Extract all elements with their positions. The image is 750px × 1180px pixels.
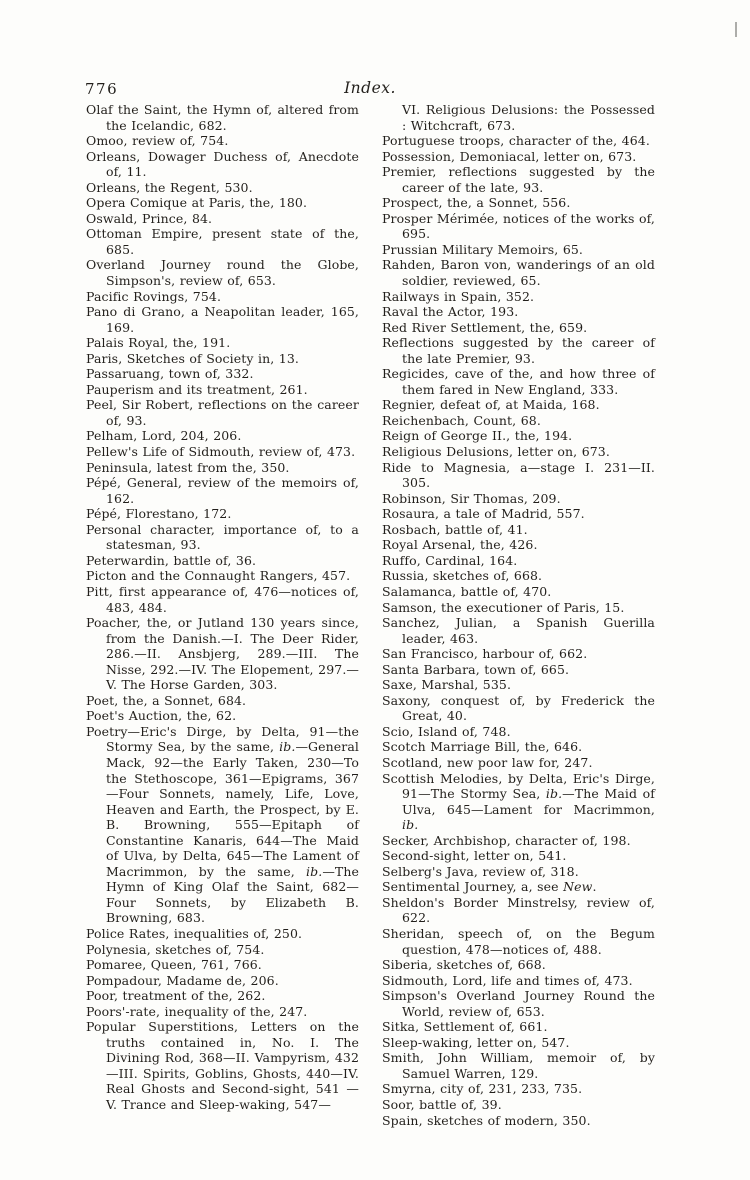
index-entry: Police Rates, inequalities of, 250. [86,925,303,941]
index-entry: Paris, Sketches of Society in, 13. [86,350,299,366]
index-entry: Spain, sketches of modern, 350. [382,1112,591,1128]
index-entry: Ottoman Empire, present state of the, 685. [86,226,359,257]
index-entry: Popular Superstitions, Letters on the truths contained in, No. I. The Divining Rod, 368—II. Vampyrism, 432—III. Spirits, Goblins, Ghosts, 440—IV. Real Ghosts and Second-sight, 541 —V. Trance and Sleep-waking, 547— [86,1019,359,1112]
index-entry: Sheridan, speech of, on the Begum question, 478—notices of, 488. [382,925,655,957]
index-entry: Picton and the Connaught Rangers, 457. [86,568,351,584]
page-number: 776 [85,80,119,98]
index-entry: Robinson, Sir Thomas, 209. [382,490,561,506]
index-entry: Pellew's Life of Sidmouth, review of, 473. [86,444,356,460]
index-entry: Soor, battle of, 39. [382,1097,502,1112]
index-entry: Religious Delusions, letter on, 673. [382,444,610,460]
index-entry: Prospect, the, a Sonnet, 556. [382,195,571,211]
index-entry: San Francisco, harbour of, 662. [382,646,588,662]
index-entry: Peninsula, latest from the, 350. [86,459,290,475]
index-entry: Prosper Mérimée, notices of the works of, 695. [382,210,655,242]
index-entry: Sentimental Journey, a, see New. [382,879,597,895]
index-entry: Sanchez, Julian, a Spanish Guerilla leader, 463. [382,615,655,646]
index-entry: Polynesia, sketches of, 754. [86,941,265,957]
index-entry: Selberg's Java, review of, 318. [382,863,579,879]
index-entry: Possession, Demoniacal, letter on, 673. [382,148,637,164]
index-entry: Royal Arsenal, the, 426. [382,537,538,553]
index-entry: Premier, reflections suggested by the career of the late, 93. [382,164,655,195]
index-entry: Regicides, cave of the, and how three of them fared in New England, 333. [382,366,655,397]
index-entry: Sleep-waking, letter on, 547. [382,1034,570,1050]
page-title: Index. [344,79,396,97]
index-entry: Ride to Magnesia, a—stage I. 231—II. 305. [382,459,655,491]
index-entry: Omoo, review of, 754. [86,133,229,149]
index-entry: Siberia, sketches of, 668. [382,957,546,973]
index-entry: Poors'-rate, inequality of the, 247. [86,1003,308,1019]
scan-artifact-mark [735,22,737,37]
index-entry: Rosbach, battle of, 41. [382,521,528,537]
index-entry: Saxe, Marshal, 535. [382,677,512,693]
index-entry: Poet, the, a Sonnet, 684. [86,692,247,708]
index-entry: Simpson's Overland Journey Round the World, review of, 653. [382,988,655,1019]
index-entry: Poetry—Eric's Dirge, by Delta, 91—the Stormy Sea, by the same, ib.—General Mack, 92—the Early Taken, 230—To the Stethoscope, 361—Epigrams, 367—Four Sonnets, namely, Life, Love, Heaven and Earth, the Prospect, by E. B. Browning, 555—Epitaph of Constantine Kanaris, 644—The Maid of Ulva, by Delta, 645—The Lament of Macrimmon, by the same, ib.—The Hymn of King Olaf the Saint, 682—Four Sonnets, by Elizabeth B. Browning, 683. [86,723,359,926]
index-entry: Peterwardin, battle of, 36. [86,552,257,568]
index-entry: Railways in Spain, 352. [382,288,535,304]
column-right [382,102,655,1128]
index-entry: Scotch Marriage Bill, the, 646. [382,739,583,755]
index-entry: Opera Comique at Paris, the, 180. [86,195,308,211]
index-entry: Reichenbach, Count, 68. [382,412,541,428]
index-entry: Scio, Island of, 748. [382,723,511,739]
index-entry: Raval the Actor, 193. [382,304,519,320]
index-entry: Samson, the executioner of Paris, 15. [382,599,625,615]
index-entry: Poor, treatment of the, 262. [86,988,266,1004]
index-columns [86,102,655,1128]
index-entry: Prussian Military Memoirs, 65. [382,241,584,257]
index-entry: Reign of George II., the, 194. [382,428,573,444]
index-entry: Pelham, Lord, 204, 206. [86,428,242,444]
column-left [86,102,359,1128]
index-entry: Pomaree, Queen, 761, 766. [86,957,262,973]
index-entry: Russia, sketches of, 668. [382,568,543,584]
index-entry: Saxony, conquest of, by Frederick the Great, 40. [382,692,655,724]
index-entry: Scottish Melodies, by Delta, Eric's Dirge, 91—The Stormy Sea, ib.—The Maid of Ulva, 645—Lament for Macrimmon, ib. [382,770,655,833]
index-entry: Sheldon's Border Minstrelsy, review of, 622. [382,894,655,926]
index-entry: Personal character, importance of, to a statesman, 93. [86,521,359,553]
index-entry: Rahden, Baron von, wanderings of an old soldier, reviewed, 65. [382,257,655,289]
index-entry: Orleans, Dowager Duchess of, Anecdote of, 11. [86,148,359,180]
index-entry: Pitt, first appearance of, 476—notices of, 483, 484. [86,583,359,615]
index-entry: Overland Journey round the Globe, Simpson's, review of, 653. [86,257,359,289]
index-entry: Second-sight, letter on, 541. [382,848,567,864]
index-entry: Smith, John William, memoir of, by Samuel Warren, 129. [382,1050,655,1081]
index-entry: Pépé, Florestano, 172. [86,506,232,522]
index-entry: Palais Royal, the, 191. [86,335,231,351]
index-entry: VI. Religious Delusions: the Possessed : Witchcraft, 673. [402,102,655,133]
index-entry: Rosaura, a tale of Madrid, 557. [382,506,585,522]
index-entry: Pépé, General, review of the memoirs of, 162. [86,475,359,506]
index-entry: Salamanca, battle of, 470. [382,583,552,599]
index-entry: Peel, Sir Robert, reflections on the career of, 93. [86,397,359,428]
index-entry: Regnier, defeat of, at Maida, 168. [382,397,600,413]
index-entry: Reflections suggested by the career of the late Premier, 93. [382,335,655,366]
index-entry: Sitka, Settlement of, 661. [382,1019,548,1035]
index-entry: Ruffo, Cardinal, 164. [382,552,518,568]
index-entry: Sidmouth, Lord, life and times of, 473. [382,972,633,988]
index-entry: Orleans, the Regent, 530. [86,179,253,195]
index-entry: Pacific Rovings, 754. [86,288,222,304]
index-entry: Smyrna, city of, 231, 233, 735. [382,1081,583,1097]
index-entry: Portuguese troops, character of the, 464. [382,133,650,149]
index-entry: Secker, Archbishop, character of, 198. [382,832,631,848]
index-entry: Poacher, the, or Jutland 130 years since, from the Danish.—I. The Deer Rider, 286.—II. Ansbjerg, 289.—III. The Nisse, 292.—IV. The Elopement, 297.—V. The Horse Garden, 303. [86,615,359,693]
index-entry: Pano di Grano, a Neapolitan leader, 165, 169. [86,304,359,335]
index-entry: Pauperism and its treatment, 261. [86,381,308,397]
index-entry: Pompadour, Madame de, 206. [86,972,279,988]
index-entry: Scotland, new poor law for, 247. [382,754,593,770]
index-entry: Poet's Auction, the, 62. [86,708,237,724]
index-entry: Santa Barbara, town of, 665. [382,661,570,677]
index-entry: Red River Settlement, the, 659. [382,319,588,335]
index-entry: Passaruang, town of, 332. [86,366,254,382]
index-entry: Olaf the Saint, the Hymn of, altered from the Icelandic, 682. [86,102,359,133]
index-entry: Oswald, Prince, 84. [86,210,213,226]
